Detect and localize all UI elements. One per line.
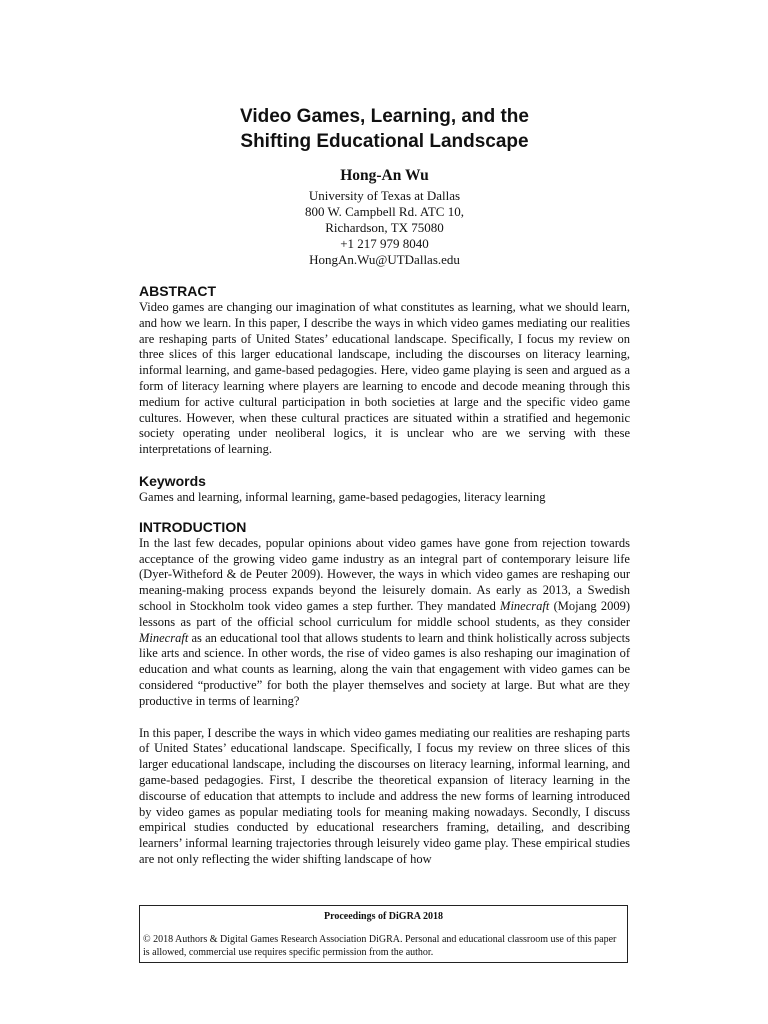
intro-p1-part-c: as an educational tool that allows students to learn and think holistically across subjects like arts and science. In other words, the rise of video games is also reshaping our imagination of education and what counts as learning, along the vain that engagement with video games can be considered “productive” for both the player themselves and society at large. But what are they productive in terms of learning? [139, 630, 630, 708]
abstract-section [139, 282, 630, 458]
footer-copyright: © 2018 Authors & Digital Games Research Association DiGRA. Personal and educational classroom use of this paper is allowed, commercial use requires specific permission from the author. [143, 934, 617, 958]
introduction-paragraph-1 [139, 536, 630, 710]
title-line-2: Shifting Educational Landscape [240, 131, 529, 152]
intro-p1-part-a: In the last few decades, popular opinions about video games have gone from rejection towards acceptance of the growing video game industry as an integral part of contemporary leisure life (Dyer-Witheford & de Peuter 2009). However, the ways in which video games are reshaping our meaning-making process expands beyond the leisurely domain. As early as 2013, a Swedish school in Stockholm took video games a step further. They mandated [139, 535, 630, 613]
affiliation-university: University of Texas at Dallas [308, 188, 461, 203]
keywords-text: Games and learning, informal learning, game-based pedagogies, literacy learning [139, 489, 546, 504]
title-line-1: Video Games, Learning, and the [240, 106, 529, 127]
footer-title: Proceedings of DiGRA 2018 [324, 911, 443, 922]
paper-content [139, 104, 630, 868]
keywords-heading: Keywords [139, 472, 206, 489]
affiliation-phone: +1 217 979 8040 [340, 236, 429, 251]
intro-p1-minecraft-1: Minecraft [500, 598, 550, 613]
intro-p1-minecraft-2: Minecraft [139, 630, 189, 645]
introduction-paragraph-2: In this paper, I describe the ways in which video games mediating our realities are reshaping parts of United States’ educational landscape. Specifically, I focus my review on three slices of this larger educational landscape, including the discourses on literacy learning, informal learning, and game-based pedagogies. First, I describe the theoretical expansion of literacy learning in the discourse of education that attempts to include and address the new forms of learning introduced by video games as popular mediating tools for meaning making nowadays. Secondly, I discuss empirical studies conducted by educational researchers framing, detailing, and describing learners’ informal learning trajectories through leisurely video game play. These empirical studies are not only reflecting the wider shifting landscape of how [139, 725, 630, 866]
author-affiliation [139, 188, 630, 268]
affiliation-email: HongAn.Wu@UTDallas.edu [309, 252, 460, 267]
introduction-heading: INTRODUCTION [139, 518, 247, 535]
affiliation-city: Richardson, TX 75080 [325, 220, 444, 235]
keywords-section [139, 472, 630, 506]
proceedings-footer-box [139, 905, 628, 963]
paper-title [139, 104, 630, 154]
intro-p1-part-b: (Mojang 2009) lessons as part of the official school curriculum for middle school students, as they consider [139, 598, 630, 629]
affiliation-street: 800 W. Campbell Rd. ATC 10, [305, 204, 464, 219]
abstract-text: Video games are changing our imagination of what constitutes as learning, what we should learn, and how we learn. In this paper, I describe the ways in which video games mediating our realities are reshaping parts of United States’ educational landscape. Specifically, I focus my review on three slices of this larger educational landscape, including the discourses on literacy learning, informal learning, and game-based pedagogies. Here, video game playing is seen and argued as a form of literacy learning where players are learning to encode and decode meaning through this medium for active cultural participation in both societies at large and the specific video game cultures. However, when these cultural practices are situated within a stratified and hegemonic society operating under neoliberal logics, it is unclear who are we serving with these interpretations of learning. [139, 300, 630, 457]
introduction-section [139, 518, 630, 868]
abstract-heading: ABSTRACT [139, 283, 216, 299]
author-name: Hong-An Wu [340, 167, 429, 184]
